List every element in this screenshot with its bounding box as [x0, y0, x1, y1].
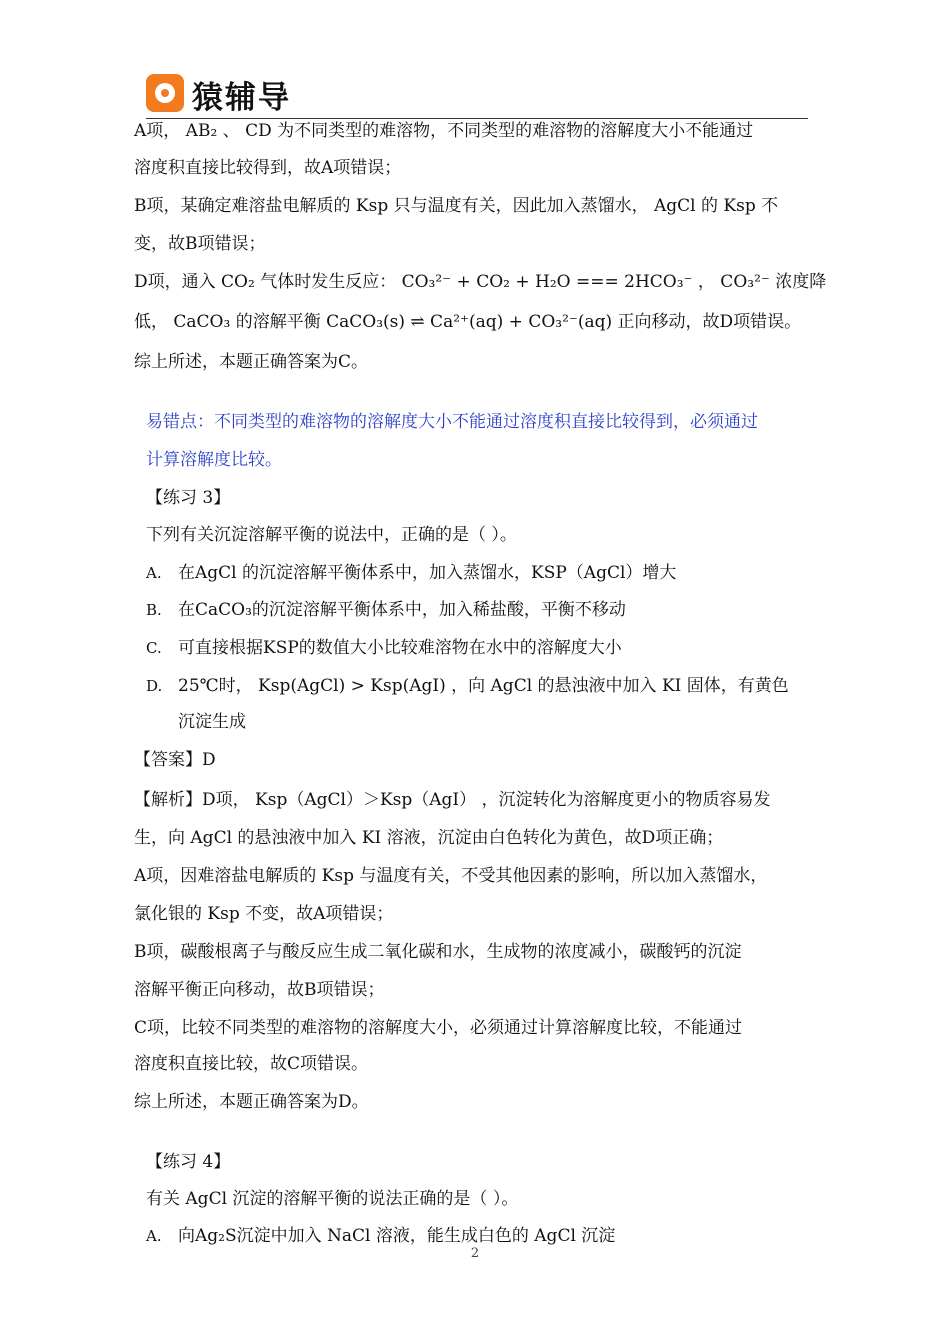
- logo-icon: [146, 74, 184, 112]
- exercise-4-question: 有关 AgCl 沉淀的溶解平衡的说法正确的是（ ）。: [146, 1189, 519, 1209]
- option-d: [146, 674, 789, 698]
- analysis-line: 氯化银的 Ksp 不变，故A项错误；: [134, 904, 394, 924]
- option-label: C.: [146, 639, 162, 657]
- text-line: 溶度积直接比较得到，故A项错误；: [134, 158, 402, 178]
- analysis-line: 溶解平衡正向移动，故B项错误；: [134, 980, 385, 1000]
- option-text: 可直接根据KSP的数值大小比较难溶物在水中的溶解度大小: [178, 638, 622, 658]
- analysis-line: C项，比较不同类型的难溶物的溶解度大小，必须通过计算溶解度比较，不能通过: [134, 1018, 743, 1038]
- option-a: [146, 561, 676, 585]
- error-point-line: 计算溶解度比较。: [146, 450, 282, 470]
- option-a: [146, 1224, 615, 1248]
- analysis-line: 综上所述，本题正确答案为D。: [134, 1092, 369, 1112]
- option-text: 向Ag₂S沉淀中加入 NaCl 溶液，能生成白色的 AgCl 沉淀: [178, 1226, 616, 1246]
- option-text: 在CaCO₃的沉淀溶解平衡体系中，加入稀盐酸，平衡不移动: [178, 600, 626, 620]
- text-line: B项，某确定难溶盐电解质的 Ksp 只与温度有关，因此加入蒸馏水， AgCl 的 Ksp 不: [134, 196, 779, 216]
- page-header: [146, 66, 808, 119]
- text-line: D项，通入 CO₂ 气体时发生反应： CO₃²⁻ + CO₂ + H₂O === 2HCO₃⁻ ， CO₃²⁻ 浓度降: [134, 272, 827, 292]
- analysis-line: 溶度积直接比较，故C项错误。: [134, 1054, 369, 1074]
- analysis-line: A项，因难溶盐电解质的 Ksp 与温度有关，不受其他因素的影响，所以加入蒸馏水，: [134, 866, 768, 886]
- option-c: [146, 636, 622, 660]
- option-b: [146, 598, 626, 622]
- text-line: 变，故B项错误；: [134, 234, 266, 254]
- brand-name: 猿辅导: [192, 80, 291, 116]
- option-label: A.: [146, 564, 162, 582]
- option-text: 在AgCl 的沉淀溶解平衡体系中，加入蒸馏水，KSP（AgCl）增大: [178, 563, 677, 583]
- option-text: 25℃时， Ksp(AgCl) > Ksp(AgI) ，向 AgCl 的悬浊液中加入 KI 固体，有黄色: [178, 676, 789, 696]
- text-line: A项， AB₂ 、 CD 为不同类型的难溶物，不同类型的难溶物的溶解度大小不能通过: [134, 121, 754, 141]
- option-label: D.: [146, 677, 163, 695]
- answer: 【答案】D: [134, 750, 216, 770]
- exercise-3-title: 【练习 3】: [146, 488, 231, 508]
- exercise-4-title: 【练习 4】: [146, 1152, 231, 1172]
- page-number: 2: [470, 1246, 480, 1261]
- option-d-continuation: 沉淀生成: [178, 712, 246, 732]
- analysis-line: 生，向 AgCl 的悬浊液中加入 KI 溶液，沉淀由白色转化为黄色，故D项正确；: [134, 828, 724, 848]
- error-point-line: 易错点：不同类型的难溶物的溶解度大小不能通过溶度积直接比较得到，必须通过: [146, 412, 758, 432]
- option-label: B.: [146, 601, 162, 619]
- exercise-3-question: 下列有关沉淀溶解平衡的说法中，正确的是（ ）。: [146, 525, 517, 545]
- analysis-line: B项，碳酸根离子与酸反应生成二氧化碳和水，生成物的浓度减小，碳酸钙的沉淀: [134, 942, 742, 962]
- analysis-line: 【解析】D项， Ksp（AgCl）＞Ksp（AgI） ，沉淀转化为溶解度更小的物质容易发: [134, 790, 771, 810]
- text-line: 综上所述，本题正确答案为C。: [134, 352, 369, 372]
- option-label: A.: [146, 1227, 162, 1245]
- text-line: 低， CaCO₃ 的溶解平衡 CaCO₃(s) ⇌ Ca²⁺(aq) + CO₃²⁻(aq) 正向移动，故D项错误。: [134, 312, 802, 332]
